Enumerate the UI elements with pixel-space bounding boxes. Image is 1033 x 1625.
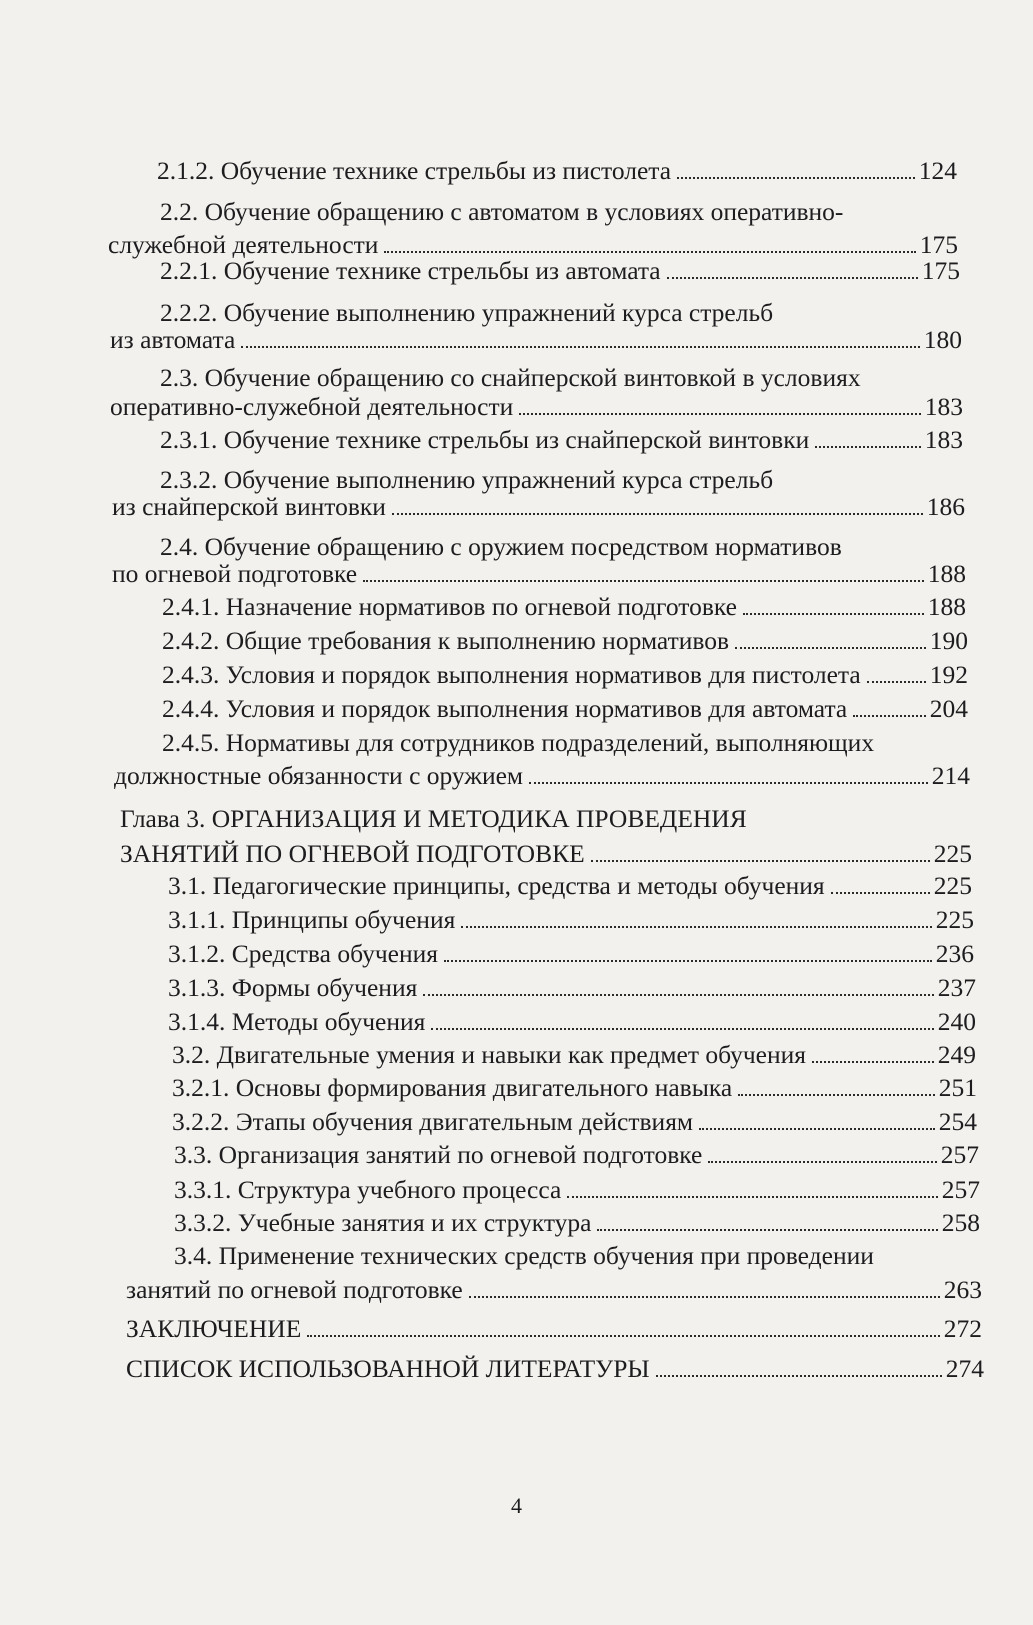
leader-dots [423,994,933,996]
toc-entry-page: 274 [945,1354,984,1383]
toc-entry-page: 257 [940,1140,979,1169]
toc-entry-3-4-line1: 3.4. Применение технических средств обучения при проведении [174,1241,874,1270]
toc-entry-2-3-1 [160,424,963,456]
toc-entry-2-4 [112,558,966,590]
leader-dots [743,613,924,615]
toc-entry-2-2-line1: 2.2. Обучение обращению с автоматом в условиях оперативно- [160,197,844,226]
toc-entry-page: 263 [943,1275,982,1304]
toc-entry-title: 3.1.3. Формы обучения [168,973,418,1002]
toc-entry-page: 180 [923,325,962,354]
toc-entry-page: 183 [924,425,963,454]
leader-dots [363,580,924,582]
leader-dots [812,1061,934,1063]
toc-entry-2-4-5 [114,760,970,792]
leader-dots [677,177,915,179]
toc-entry-2-2-1 [160,255,960,287]
leader-dots [241,346,919,348]
toc-entry-2-3-line1: 2.3. Обучение обращению со снайперской винтовкой в условиях [160,363,861,392]
toc-entry-page: 272 [943,1314,982,1343]
leader-dots [699,1128,935,1130]
toc-entry-title: из автомата [110,325,236,354]
toc-entry-title: оперативно-служебной деятельности [110,392,514,421]
leader-dots [529,782,928,784]
toc-entry-2-1-2 [157,155,957,187]
toc-entry-page: 258 [941,1208,980,1237]
toc-entry-page: 236 [935,939,974,968]
toc-entry-2-2-2 [110,324,962,356]
leader-dots [384,251,915,253]
toc-entry-3-3-2 [174,1207,980,1239]
toc-entry-title: должностные обязанности с оружием [114,761,524,790]
toc-entry-title: 2.4.1. Назначение нормативов по огневой подготовке [162,592,737,621]
toc-entry-page: 183 [924,392,963,421]
leader-dots [567,1196,937,1198]
toc-entry-page: 186 [926,492,965,521]
leader-dots [667,277,918,279]
toc-entry-title: 3.2.1. Основы формирования двигательного навыка [172,1073,733,1102]
toc-entry-page: 237 [937,973,976,1002]
leader-dots [392,513,923,515]
toc-entry-title: ЗАКЛЮЧЕНИЕ [126,1314,302,1343]
toc-entry-title: ЗАНЯТИЙ ПО ОГНЕВОЙ ПОДГОТОВКЕ [120,839,585,868]
leader-dots [461,926,931,928]
toc-entry-page: 251 [938,1073,977,1102]
leader-dots [656,1375,942,1377]
toc-entry-page: 254 [938,1107,977,1136]
toc-entry-2-4-4 [162,693,968,725]
toc-entry-page: 249 [937,1040,976,1069]
leader-dots [597,1229,937,1231]
toc-entry-3-1-3 [168,972,976,1004]
toc-entry-page: 175 [921,256,960,285]
toc-entry-2-3-2-line1: 2.3.2. Обучение выполнению упражнений курса стрельб [160,465,774,494]
toc-entry-page: 214 [931,761,970,790]
toc-entry-3-1-1 [168,904,974,936]
toc-entry-3-2-1 [172,1072,977,1104]
leader-dots [853,715,926,717]
toc-entry-page: 190 [929,626,968,655]
leader-dots [469,1296,940,1298]
toc-entry-title: 2.4.3. Условия и порядок выполнения нормативов для пистолета [162,660,861,689]
chapter-3-heading-line1: Глава 3. ОРГАНИЗАЦИЯ И МЕТОДИКА ПРОВЕДЕНИЯ [120,804,747,833]
leader-dots [735,647,926,649]
toc-entry-literature [126,1353,984,1385]
toc-entry-title: 3.1.4. Методы обучения [168,1007,426,1036]
toc-entry-page: 175 [919,230,958,259]
toc-entry-3-3-1 [174,1174,980,1206]
toc-entry-title: 3.2.2. Этапы обучения двигательным действиям [172,1107,694,1136]
toc-entry-3-2 [172,1039,976,1071]
toc-entry-2-2-2-line1: 2.2.2. Обучение выполнению упражнений курса стрельб [160,298,774,327]
toc-entry-2-4-1 [162,591,966,623]
toc-entry-title: 3.3.2. Учебные занятия и их структура [174,1208,592,1237]
toc-entry-title: 3.3.1. Структура учебного процесса [174,1175,562,1204]
toc-entry-3-4 [126,1274,982,1306]
leader-dots [431,1028,933,1030]
leader-dots [831,892,930,894]
toc-entry-page: 240 [937,1007,976,1036]
toc-entry-page: 225 [935,905,974,934]
toc-entry-title: занятий по огневой подготовке [126,1275,463,1304]
leader-dots [738,1094,935,1096]
toc-entry-title: 2.3.1. Обучение технике стрельбы из снайперской винтовки [160,425,810,454]
toc-entry-3-3 [174,1139,979,1171]
toc-entry-title: 2.4.2. Общие требования к выполнению нормативов [162,626,730,655]
toc-entry-title: 3.1.2. Средства обучения [168,939,438,968]
toc-entry-page: 188 [927,592,966,621]
toc-entry-page: 225 [933,871,972,900]
toc-entry-page: 192 [929,660,968,689]
toc-entry-title: служебной деятельности [108,230,379,259]
toc-entry-page: 204 [929,694,968,723]
toc-entry-title: 3.1. Педагогические принципы, средства и методы обучения [168,871,825,900]
toc-entry-title: СПИСОК ИСПОЛЬЗОВАННОЙ ЛИТЕРАТУРЫ [126,1354,650,1383]
toc-entry-2-3 [110,391,963,423]
toc-entry-2-4-5-line1: 2.4.5. Нормативы для сотрудников подразделений, выполняющих [162,728,875,757]
toc-entry-title: 3.3. Организация занятий по огневой подготовке [174,1140,703,1169]
leader-dots [519,413,920,415]
toc-entry-page: 225 [933,839,972,868]
toc-entry-title: 3.2. Двигательные умения и навыки как предмет обучения [172,1040,807,1069]
toc-entry-3-1-2 [168,938,974,970]
toc-entry-title: по огневой подготовке [112,559,358,588]
toc-entry-3-2-2 [172,1106,977,1138]
toc-entry-title: 3.1.1. Принципы обучения [168,905,456,934]
chapter-3-heading [120,838,972,870]
toc-entry-3-1-4 [168,1006,976,1038]
leader-dots [591,860,930,862]
toc-entry-2-4-line1: 2.4. Обучение обращению с оружием посредством нормативов [160,532,842,561]
toc-entry-title: 2.4.4. Условия и порядок выполнения нормативов для автомата [162,694,848,723]
toc-entry-page: 257 [941,1175,980,1204]
toc-entry-page: 124 [918,156,957,185]
leader-dots [867,681,926,683]
toc-entry-title: 2.2.1. Обучение технике стрельбы из автомата [160,256,661,285]
leader-dots [444,960,932,962]
toc-entry-conclusion [126,1313,982,1345]
leader-dots [307,1335,939,1337]
leader-dots [708,1161,936,1163]
toc-entry-2-3-2 [112,491,965,523]
toc-entry-title: из снайперской винтовки [112,492,386,521]
toc-entry-title: 2.1.2. Обучение технике стрельбы из пистолета [157,156,672,185]
toc-entry-2-4-3 [162,659,968,691]
toc-entry-2-4-2 [162,625,968,657]
toc-entry-page: 188 [927,559,966,588]
toc-entry-3-1 [168,870,972,902]
page-number: 4 [511,1493,522,1518]
leader-dots [815,446,921,448]
